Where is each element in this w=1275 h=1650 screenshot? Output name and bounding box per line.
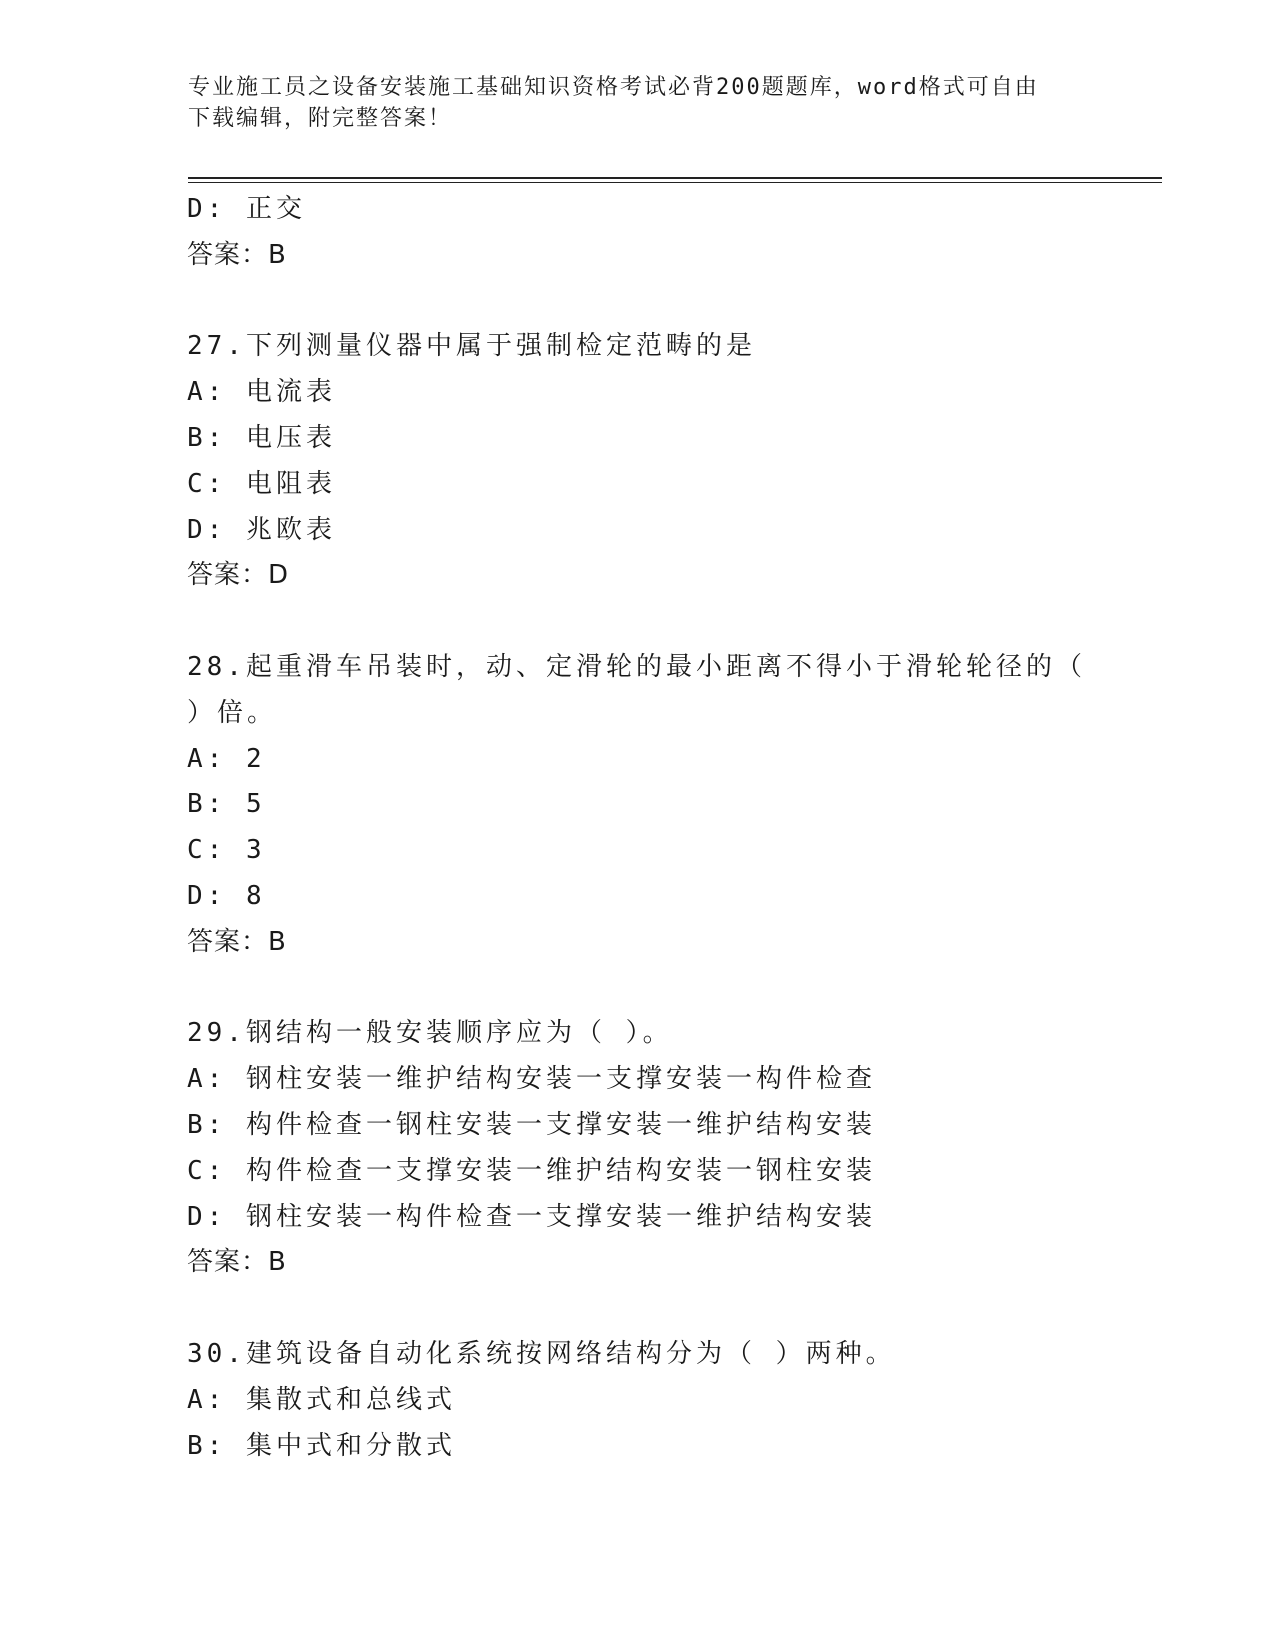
question-28 <box>187 645 1087 966</box>
answer: 答案：B <box>187 1247 287 1278</box>
option-d: D: 钢柱安装一构件检查一支撑安装一维护结构安装 <box>187 1201 876 1232</box>
option-d: D: 兆欧表 <box>187 514 336 545</box>
question-text: 29.钢结构一般安装顺序应为（ ）。 <box>187 1018 673 1049</box>
answer: 答案：B <box>187 926 287 957</box>
question-text: 27.下列测量仪器中属于强制检定范畴的是 <box>187 331 756 362</box>
header-divider-thin <box>188 182 1162 183</box>
question-30 <box>187 1332 1087 1469</box>
spacer <box>187 1286 1087 1332</box>
question-text-continued: ）倍。 <box>187 697 278 728</box>
header-line-1: 专业施工员之设备安装施工基础知识资格考试必背200题题库，word格式可自由 <box>188 75 1039 100</box>
document-header <box>188 72 1088 134</box>
question-29 <box>187 1011 1087 1286</box>
spacer <box>187 966 1087 1012</box>
option-a: A: 钢柱安装一维护结构安装一支撑安装一构件检查 <box>187 1064 876 1095</box>
spacer <box>187 599 1087 645</box>
option-a: A: 2 <box>187 743 266 774</box>
option-c: C: 电阻表 <box>187 468 336 499</box>
answer: 答案：D <box>187 560 290 591</box>
header-divider <box>188 177 1162 179</box>
option-b: B: 集中式和分散式 <box>187 1430 456 1461</box>
question-text: 30.建筑设备自动化系统按网络结构分为（ ）两种。 <box>187 1338 896 1369</box>
spacer <box>187 279 1087 325</box>
option-c: C: 构件检查一支撑安装一维护结构安装一钢柱安装 <box>187 1155 876 1186</box>
option-b: B: 电压表 <box>187 422 336 453</box>
previous-option-d: D: 正交 <box>187 194 306 224</box>
question-27 <box>187 324 1087 599</box>
option-c: C: 3 <box>187 835 266 866</box>
question-list <box>187 187 1087 1469</box>
question-text: 28.起重滑车吊装时，动、定滑轮的最小距离不得小于滑轮轮径的（ <box>187 651 1086 682</box>
option-a: A: 集散式和总线式 <box>187 1384 456 1415</box>
previous-answer: 答案：B <box>187 239 287 270</box>
option-d: D: 8 <box>187 880 266 911</box>
header-line-2: 下载编辑，附完整答案！ <box>188 106 453 131</box>
option-b: B: 5 <box>187 789 266 820</box>
option-b: B: 构件检查一钢柱安装一支撑安装一维护结构安装 <box>187 1109 876 1140</box>
option-a: A: 电流表 <box>187 377 336 408</box>
